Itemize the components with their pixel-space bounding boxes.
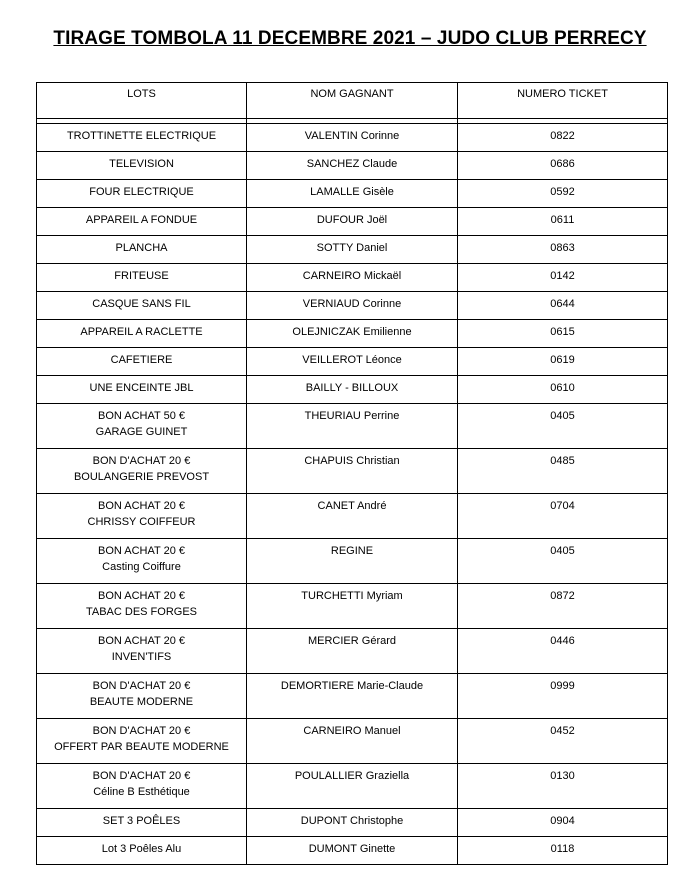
cell-lot: TROTTINETTE ELECTRIQUE [37,124,247,152]
cell-lot: FRITEUSE [37,264,247,292]
cell-lot: BON D'ACHAT 20 € Céline B Esthétique [37,764,247,809]
cell-lot: BON D'ACHAT 20 € BEAUTE MODERNE [37,674,247,719]
cell-lot: CAFETIERE [37,348,247,376]
cell-numero-ticket: 0142 [458,264,668,292]
cell-nom-gagnant: SANCHEZ Claude [247,152,458,180]
table-row [37,494,668,539]
results-table [36,82,668,865]
cell-nom-gagnant: BAILLY - BILLOUX [247,376,458,404]
table-row [37,236,668,264]
header-nom-gagnant: NOM GAGNANT [247,83,458,119]
table-body [37,119,668,865]
cell-numero-ticket: 0872 [458,584,668,629]
cell-lot: BON ACHAT 20 € Casting Coiffure [37,539,247,584]
cell-lot: TELEVISION [37,152,247,180]
cell-numero-ticket: 0822 [458,124,668,152]
cell-nom-gagnant: VALENTIN Corinne [247,124,458,152]
table-row [37,152,668,180]
cell-numero-ticket: 0130 [458,764,668,809]
cell-nom-gagnant: REGINE [247,539,458,584]
cell-nom-gagnant: SOTTY Daniel [247,236,458,264]
cell-nom-gagnant: DUFOUR Joël [247,208,458,236]
cell-lot: APPAREIL A RACLETTE [37,320,247,348]
cell-lot: FOUR ELECTRIQUE [37,180,247,208]
table-row [37,584,668,629]
cell-nom-gagnant: CANET André [247,494,458,539]
cell-lot: BON D'ACHAT 20 € OFFERT PAR BEAUTE MODERNE [37,719,247,764]
cell-nom-gagnant: THEURIAU Perrine [247,404,458,449]
cell-nom-gagnant: MERCIER Gérard [247,629,458,674]
table-row [37,264,668,292]
table-row [37,348,668,376]
cell-numero-ticket: 0405 [458,539,668,584]
table-row [37,180,668,208]
cell-numero-ticket: 0615 [458,320,668,348]
table-row [37,208,668,236]
cell-nom-gagnant: CARNEIRO Manuel [247,719,458,764]
cell-nom-gagnant: CARNEIRO Mickaël [247,264,458,292]
cell-numero-ticket: 0446 [458,629,668,674]
cell-lot: PLANCHA [37,236,247,264]
table-row [37,404,668,449]
table-row [37,124,668,152]
cell-lot: BON ACHAT 50 € GARAGE GUINET [37,404,247,449]
cell-lot: SET 3 POÊLES [37,809,247,837]
cell-lot: APPAREIL A FONDUE [37,208,247,236]
cell-lot: BON D'ACHAT 20 € BOULANGERIE PREVOST [37,449,247,494]
cell-nom-gagnant: DEMORTIERE Marie-Claude [247,674,458,719]
cell-nom-gagnant: OLEJNICZAK Emilienne [247,320,458,348]
table-row [37,837,668,865]
table-row [37,764,668,809]
table-row [37,719,668,764]
cell-nom-gagnant: DUMONT Ginette [247,837,458,865]
cell-lot: BON ACHAT 20 € CHRISSY COIFFEUR [37,494,247,539]
header-row [37,83,668,119]
cell-nom-gagnant: TURCHETTI Myriam [247,584,458,629]
cell-lot: UNE ENCEINTE JBL [37,376,247,404]
cell-numero-ticket: 0118 [458,837,668,865]
table-row [37,320,668,348]
cell-lot: BON ACHAT 20 € TABAC DES FORGES [37,584,247,629]
table-row [37,449,668,494]
table-row [37,539,668,584]
page-title: TIRAGE TOMBOLA 11 DECEMBRE 2021 – JUDO CLUB PERRECY [53,28,647,49]
cell-numero-ticket: 0686 [458,152,668,180]
cell-numero-ticket: 0999 [458,674,668,719]
cell-numero-ticket: 0405 [458,404,668,449]
table-row [37,674,668,719]
cell-numero-ticket: 0610 [458,376,668,404]
cell-nom-gagnant: LAMALLE Gisèle [247,180,458,208]
cell-numero-ticket: 0611 [458,208,668,236]
cell-nom-gagnant: VEILLEROT Léonce [247,348,458,376]
cell-numero-ticket: 0452 [458,719,668,764]
cell-nom-gagnant: POULALLIER Graziella [247,764,458,809]
cell-lot: CASQUE SANS FIL [37,292,247,320]
cell-nom-gagnant: DUPONT Christophe [247,809,458,837]
header-lots: LOTS [37,83,247,119]
header-numero-ticket: NUMERO TICKET [458,83,668,119]
cell-nom-gagnant: VERNIAUD Corinne [247,292,458,320]
cell-lot: Lot 3 Poêles Alu [37,837,247,865]
cell-numero-ticket: 0904 [458,809,668,837]
table-row [37,376,668,404]
cell-lot: BON ACHAT 20 € INVEN'TIFS [37,629,247,674]
table-row [37,809,668,837]
cell-numero-ticket: 0863 [458,236,668,264]
table-row [37,629,668,674]
cell-numero-ticket: 0644 [458,292,668,320]
cell-numero-ticket: 0619 [458,348,668,376]
cell-numero-ticket: 0704 [458,494,668,539]
table-row [37,292,668,320]
cell-numero-ticket: 0592 [458,180,668,208]
cell-numero-ticket: 0485 [458,449,668,494]
cell-nom-gagnant: CHAPUIS Christian [247,449,458,494]
